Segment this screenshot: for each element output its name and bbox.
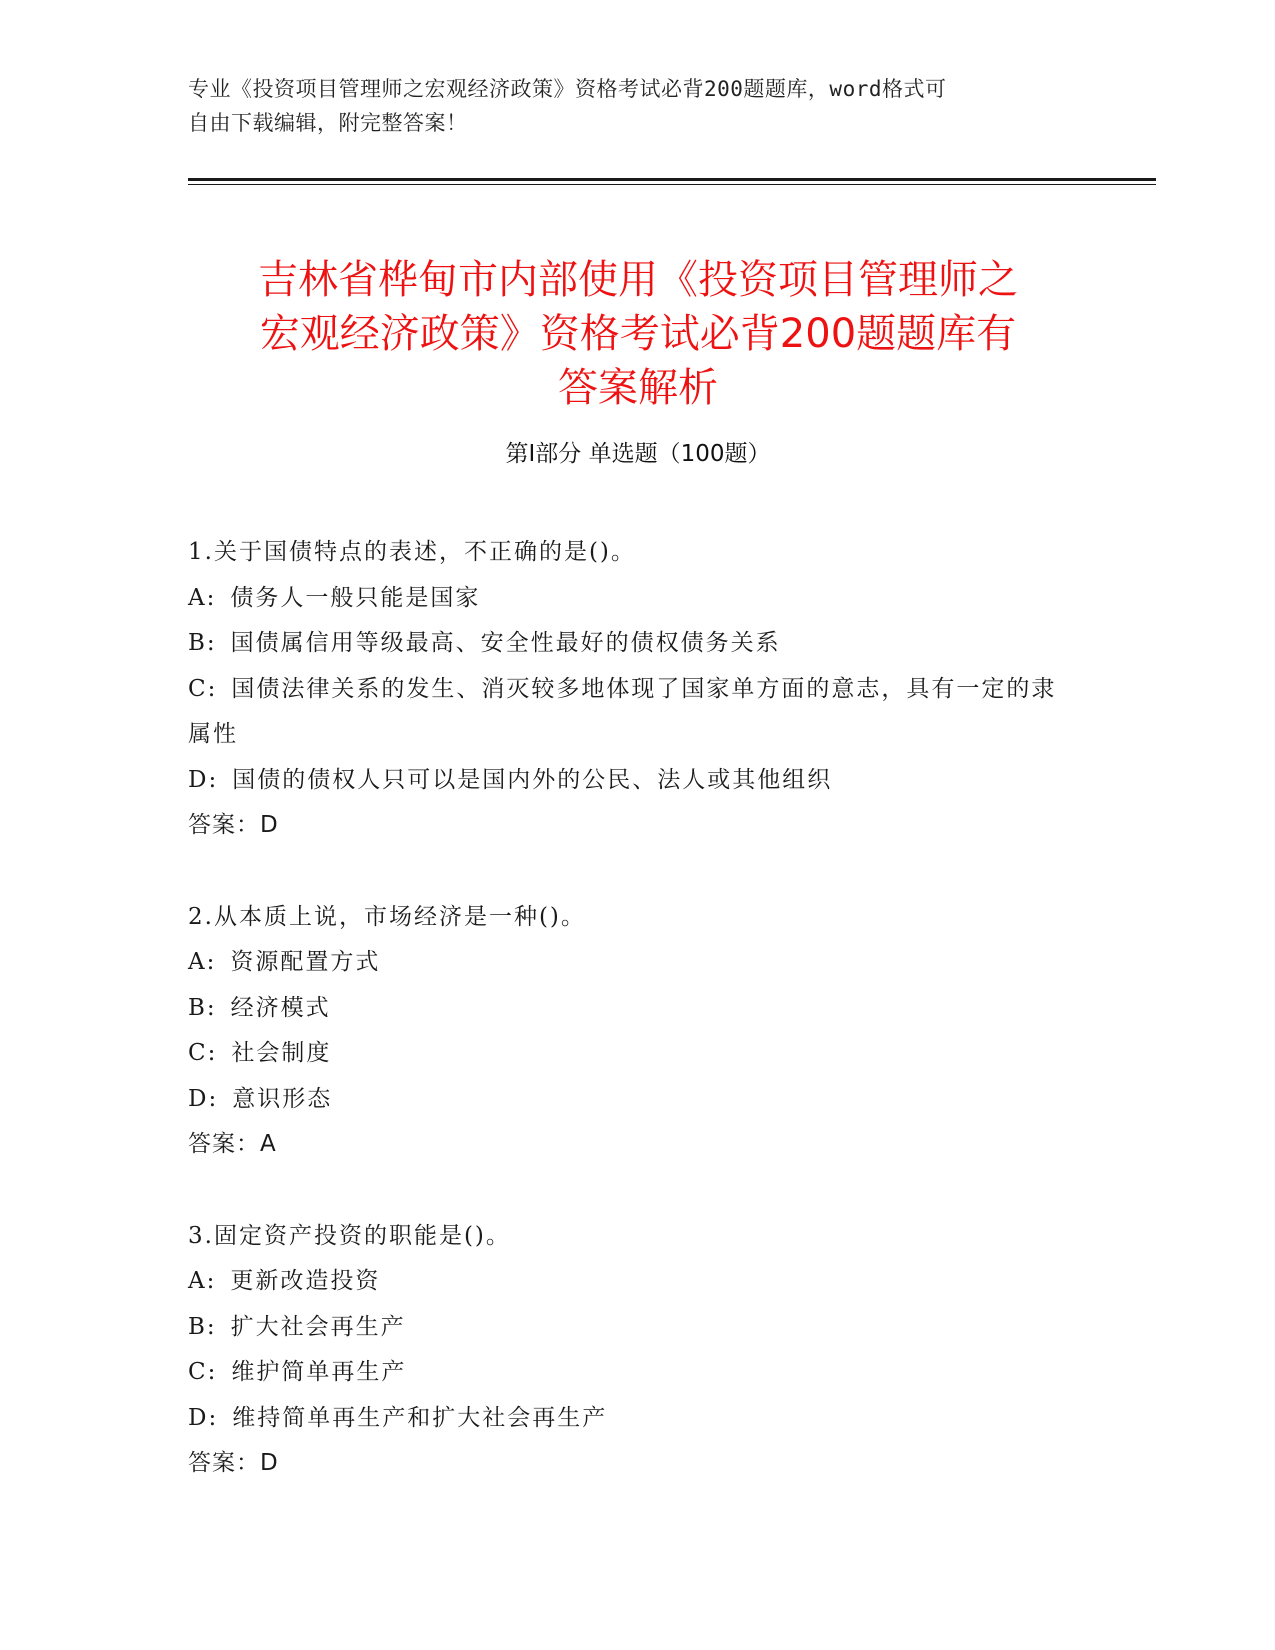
option-text: 国债属信用等级最高、安全性最好的债权债务关系 (230, 630, 781, 656)
header-divider-thick (188, 178, 1156, 181)
option-b (188, 986, 1078, 1032)
title-line: 答案解析 (558, 364, 718, 411)
option-letter: A: (188, 1268, 217, 1294)
answer-line: 答案：A (188, 1131, 277, 1157)
option-text: 意识形态 (232, 1085, 333, 1112)
option-text: 国债法律关系的发生、消灭较多地体现了国家单方面的意志，具有一定的隶属性 (188, 675, 1057, 747)
question-stem: 2.从本质上说，市场经济是一种()。 (188, 903, 586, 930)
option-text: 经济模式 (230, 994, 331, 1021)
option-a (188, 940, 1078, 986)
option-letter: C: (188, 1040, 218, 1066)
option-a (188, 1259, 1078, 1305)
section-heading: 第Ⅰ部分 单选题（100题） (505, 441, 771, 467)
option-text: 资源配置方式 (230, 949, 381, 975)
option-text: 维持简单再生产和扩大社会再生产 (232, 1404, 608, 1431)
option-d (188, 758, 1078, 804)
header-divider-thin (188, 184, 1156, 185)
option-letter: B: (188, 994, 217, 1021)
title-line: 宏观经济政策》资格考试必背200题题库有 (259, 310, 1017, 357)
option-letter: D: (188, 1085, 219, 1112)
answer-line: 答案：D (188, 1450, 279, 1476)
document-title (188, 253, 1088, 415)
title-line: 吉林省桦甸市内部使用《投资项目管理师之 (258, 256, 1018, 303)
option-letter: B: (188, 630, 217, 656)
option-letter: B: (188, 1313, 217, 1340)
question-item (188, 895, 1078, 1168)
option-letter: A: (188, 949, 217, 975)
intro-text (188, 72, 1068, 140)
question-list (188, 530, 1078, 1533)
option-text: 更新改造投资 (230, 1268, 381, 1294)
question-stem: 3.固定资产投资的职能是()。 (188, 1222, 511, 1249)
option-letter: D: (188, 1404, 219, 1431)
intro-line: 专业《投资项目管理师之宏观经济政策》资格考试必背200题题库，word格式可 (188, 77, 947, 101)
option-text: 扩大社会再生产 (230, 1313, 406, 1340)
option-letter: D: (188, 766, 219, 793)
option-d (188, 1396, 1078, 1442)
option-c (188, 1031, 1078, 1077)
option-letter: A: (188, 584, 217, 611)
intro-line: 自由下载编辑，附完整答案！ (188, 111, 468, 135)
answer-line: 答案：D (188, 812, 279, 838)
option-text: 社会制度 (231, 1040, 332, 1066)
question-item (188, 530, 1078, 849)
option-a (188, 576, 1078, 622)
question-stem: 1.关于国债特点的表述，不正确的是()。 (188, 539, 636, 565)
option-text: 维护简单再生产 (231, 1359, 407, 1385)
option-letter: C: (188, 1359, 218, 1385)
option-c (188, 1350, 1078, 1396)
option-b (188, 1305, 1078, 1351)
option-letter: C: (188, 675, 218, 702)
option-b (188, 621, 1078, 667)
question-item (188, 1214, 1078, 1487)
option-d (188, 1077, 1078, 1123)
option-text: 国债的债权人只可以是国内外的公民、法人或其他组织 (232, 766, 833, 793)
option-c (188, 667, 1078, 758)
option-text: 债务人一般只能是国家 (230, 584, 481, 611)
